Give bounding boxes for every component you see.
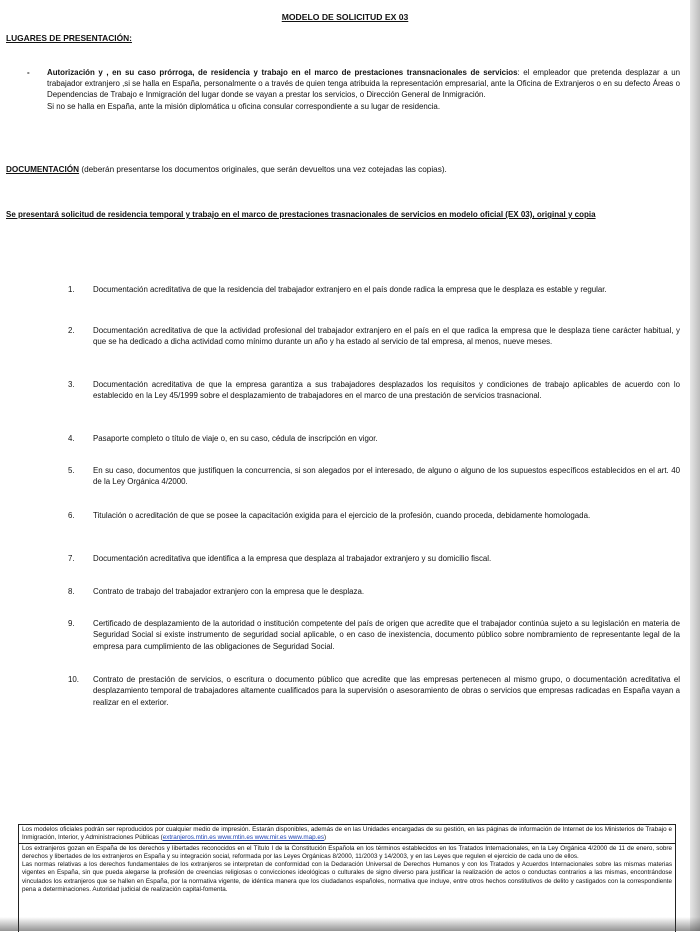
lugares-rest-text: : el empleador que pretenda desplazar a un trabajador extranjero ,si se halla en España, personalmente o a través de quien tenga atribuida la representación empresarial, ante la Oficina de Extranjeros o en su defecto Áreas o Dependencias de Trabajo e Inmigración del lugar donde se vayan a prestar los servicios, o Dirección General de Inmigración. [47, 68, 680, 100]
item-text: En su caso, documentos que justifiquen la concurrencia, si son alegados por el interesado, de alguno o alguno de los supuestos específicos establecidos en el art. 40 de la Ley Orgánica 4/2000. [93, 466, 680, 487]
item-text: Contrato de prestación de servicios, o escritura o documento público que acredite que las empresas pertenecen al mismo grupo, o documentación acreditativa el desplazamiento temporal de trabajadores altamente cualificados para la supervisión o asesoramiento de obras o servicios que empresas radicadas en España vayan a realizar en el exterior. [93, 675, 680, 707]
footer-p2: Los extranjeros gozan en España de los derechos y libertades reconocidos en el Título I de la Constitución Española en los términos establecidos en los Tratados Internacionales, en la Ley Orgánica 4/2000 de 11 de enero, sobre derechos y libertades de los extranjeros en España y su integración social, reformada por las Leyes Orgánicas 8/2000, 11/2003 y 14/2003, y en las Leyes que regulen el ejercicio de cada uno de ellos. [22, 845, 672, 861]
item-number: 1. [68, 285, 75, 294]
list-item [68, 510, 680, 521]
footer-p3: Las normas relativas a los derechos fundamentales de los extranjeros se interpretan de conformidad con la Dedaración Universal de Derechos Humanos y con los Tratados y Acuerdos Internacionales sobre las mismas materias vigentes en España, sin que pueda alegarse la profesión de creencias religiosas o convicciones ideológicas o culturales de signo diverso para justificar la realización de actos o conductas contrarios a las mismas, encontrándose vinculados los extranjeros que se hallen en España, por la normativa vigente, de idéntica manera que los ciudadanos españoles, normativa que incluye, entre otros hechos constitutivos de delito y castigados con la correspondiente pena a determinaciones. Autoridad judicial de realización capital-fomenta. [22, 861, 672, 893]
list-item [68, 465, 680, 488]
lugares-bold-text: Autorización y , en su caso prórroga, de residencia y trabajo en el marco de prestaciones transnacionales de servicios [47, 68, 518, 77]
documentacion-heading: DOCUMENTACIÓN [6, 165, 80, 174]
page-edge-shadow [690, 0, 700, 931]
document-title: MODELO DE SOLICITUD EX 03 [281, 12, 409, 22]
documentacion-note: (deberán presentarse los documentos originales, que serán devueltos una vez cotejadas las copias). [79, 165, 447, 174]
list-item [68, 433, 680, 444]
footer-links[interactable]: extranjeros.mtin.es www.mtin.es www.mir.es www.map.es [162, 834, 325, 842]
item-text: Contrato de trabajo del trabajador extranjero con la empresa que le desplaza. [93, 587, 365, 596]
lugares-paragraph [47, 67, 680, 112]
item-number: 8. [68, 587, 75, 596]
list-item [68, 379, 680, 402]
bullet-dash: - [27, 68, 30, 77]
footer-p1: Los modelos oficiales podrán ser reproducidos por cualquier medio de impresión. Estarán disponibles, además de en las Unidades encargadas de su gestión, en las páginas de información de Internet de los Ministerios de Trabajo e Inmigración, Interior, y Administraciones Públicas ( [22, 826, 672, 842]
viewer-bottom-fade [0, 917, 700, 931]
list-item [68, 284, 680, 295]
item-text: Documentación acreditativa de que la empresa garantiza a sus trabajadores desplazados los requisitos y condiciones de trabajo aplicables de acuerdo con lo establecido en la Ley 45/1999 sobre el desplazamiento de trabajadores en el marco de una prestación de servicios trasnacional. [93, 380, 680, 401]
item-number: 5. [68, 466, 75, 475]
item-number: 3. [68, 380, 75, 389]
item-text: Documentación acreditativa de que la residencia del trabajador extranjero en el país donde radica la empresa que le desplaza es estable y regular. [93, 285, 607, 294]
list-item [68, 553, 680, 564]
item-text: Pasaporte completo o título de viaje o, en su caso, cédula de inscripción en vigor. [93, 434, 378, 443]
list-item [68, 586, 680, 597]
legal-footer-box [18, 824, 676, 932]
documentacion-heading-line [6, 165, 447, 174]
item-number: 10. [68, 675, 79, 684]
list-item [68, 325, 680, 348]
requirements-heading: Se presentará solicitud de residencia temporal y trabajo en el marco de prestaciones trasnacionales de servicios en modelo oficial (EX 03), original y copia [6, 210, 596, 219]
item-number: 2. [68, 326, 75, 335]
footer-availability-note [19, 825, 675, 844]
item-number: 7. [68, 554, 75, 563]
item-text: Certificado de desplazamiento de la autoridad o institución competente del país de origen que acredite que el trabajador continúa sujeto a su legislación en materia de Seguridad Social si existe instrumento de seguridad social aplicable, o en caso de inexistencia, documento público sobre nombramiento de representante legal de la empresa para cumplimiento de las obligaciones de Seguridad Social. [93, 619, 680, 651]
item-number: 4. [68, 434, 75, 443]
lugares-heading: LUGARES DE PRESENTACIÓN: [6, 33, 132, 43]
item-text: Titulación o acreditación de que se posee la capacitación exigida para el ejercicio de la profesión, cuando proceda, debidamente homologada. [93, 511, 591, 520]
lugares-extra-text: Si no se halla en España, ante la misión diplomática u oficina consular correspondiente a su lugar de residencia. [47, 101, 441, 111]
item-number: 9. [68, 619, 75, 628]
item-number: 6. [68, 511, 75, 520]
item-text: Documentación acreditativa de que la actividad profesional del trabajador extranjero en el país en el que radica la empresa que le desplaza tiene carácter habitual, y que se ha dedicado a dicha actividad como mínimo durante un año y ha estado al servicio de tal empresa, al menos, nueve meses. [93, 326, 680, 347]
footer-p1-end: ) [324, 834, 327, 842]
list-item [68, 674, 680, 708]
list-item [68, 618, 680, 652]
footer-rights-note [19, 844, 675, 895]
item-text: Documentación acreditativa que identifica a la empresa que desplaza al trabajador extranjero y su domicilio fiscal. [93, 554, 492, 563]
